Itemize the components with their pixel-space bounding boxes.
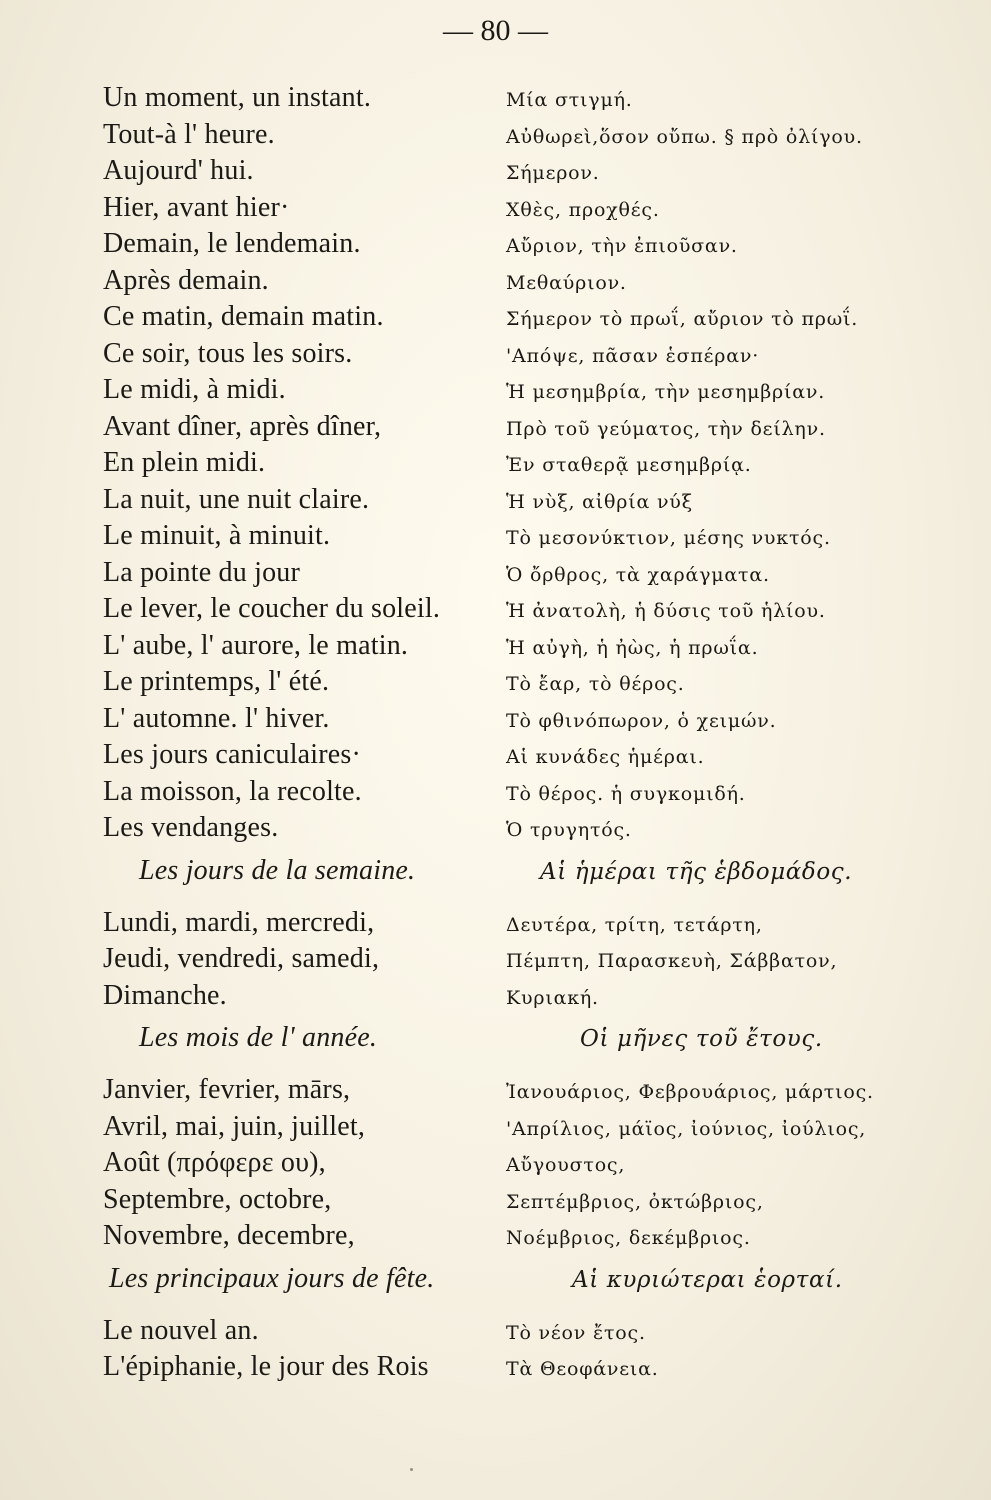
french-term: En plein midi. (103, 447, 266, 478)
time-vocabulary-list (103, 82, 933, 849)
greek-term: Χθὲς, προχθές. (506, 198, 660, 221)
french-heading: Les jours de la semaine. (139, 854, 416, 886)
french-term: Le printemps, l' été. (103, 666, 330, 697)
french-term: Les jours caniculaires· (103, 739, 362, 770)
french-term: Le lever, le coucher du soleil. (103, 593, 441, 624)
french-term: L' automne. l' hiver. (103, 702, 330, 734)
greek-term: Νοέμβριος, δεκέμβριος. (506, 1227, 751, 1249)
section-heading (103, 1022, 933, 1074)
french-term: Août (πρόφερε ου), (103, 1147, 326, 1178)
vocab-row (103, 301, 933, 338)
vocab-row (103, 907, 933, 944)
french-term: Septembre, octobre, (103, 1183, 332, 1215)
french-heading: Les mois de l' année. (139, 1022, 378, 1053)
vocab-row (103, 155, 933, 192)
vocab-row (103, 1074, 933, 1111)
vocab-row (103, 1184, 933, 1221)
french-term: L'épiphanie, le jour des Rois (103, 1351, 429, 1382)
greek-heading: Οἱ μῆνες τοῦ ἔτους. (580, 1026, 823, 1052)
french-term: Ce soir, tous les soirs. (103, 337, 353, 369)
greek-term: Τὸ ἔαρ, τὸ θέρος. (506, 673, 685, 695)
french-term: Un moment, un instant. (103, 82, 372, 113)
greek-term: Σήμερον. (506, 162, 600, 184)
vocabulary-columns (103, 82, 933, 1388)
french-term: La moisson, la recolte. (103, 775, 362, 807)
vocab-row (103, 1351, 933, 1388)
greek-term: Τὸ νέον ἔτος. (506, 1321, 646, 1344)
page-number: — 80 — (443, 14, 548, 47)
greek-term: Τὸ φθινόπωρον, ὁ χειμών. (506, 709, 777, 732)
vocab-row (103, 943, 933, 980)
greek-term: Δευτέρα, τρίτη, τετάρτη, (506, 913, 763, 936)
months-section (103, 1022, 933, 1257)
vocab-row (103, 484, 933, 521)
greek-term: Αὔγουστος, (506, 1154, 626, 1176)
greek-term: Ἐν σταθερᾷ μεσημβρίᾳ. (506, 454, 752, 476)
vocab-row (103, 666, 933, 703)
greek-term: Κυριακή. (506, 986, 599, 1009)
section-heading (103, 855, 933, 907)
greek-term: Ὁ τρυγητός. (506, 819, 632, 841)
french-term: Tout-à l' heure. (103, 118, 275, 150)
greek-term: Αὔριον, τὴν ἐπιοῦσαν. (506, 235, 738, 257)
greek-term: Πρὸ τοῦ γεύματος, τὴν δείλην. (506, 417, 826, 440)
greek-term: Σήμερον τὸ πρωΐ, αὔριον τὸ πρωΐ. (506, 308, 859, 330)
vocab-row (103, 739, 933, 776)
vocab-row (103, 1315, 933, 1352)
french-term: Jeudi, vendredi, samedi, (103, 943, 380, 974)
vocab-row (103, 119, 933, 156)
french-term: Janvier, fevrier, mārs, (103, 1074, 351, 1105)
greek-term: Αἱ κυνάδες ἡμέραι. (506, 746, 705, 768)
vocab-row (103, 557, 933, 594)
greek-term: Τὰ Θεοφάνεια. (506, 1358, 659, 1380)
vocab-row (103, 703, 933, 740)
french-term: Ce matin, demain matin. (103, 301, 384, 332)
greek-term: Αὐθωρεὶ,ὅσον οὔπω. § πρὸ ὀλίγου. (506, 125, 863, 148)
french-term: Aujourd' hui. (103, 155, 254, 186)
vocab-row (103, 520, 933, 557)
french-term: La nuit, une nuit claire. (103, 483, 370, 515)
greek-term: Ἡ ἀνατολὴ, ἡ δύσις τοῦ ἡλίου. (506, 600, 826, 622)
french-term: La pointe du jour (103, 556, 301, 588)
greek-heading: Αἱ κυριώτεραι ἑορταί. (572, 1266, 843, 1293)
vocab-row (103, 980, 933, 1017)
days-of-week-section (103, 855, 933, 1017)
french-term: Le minuit, à minuit. (103, 520, 331, 551)
vocab-row (103, 776, 933, 813)
vocab-row (103, 374, 933, 411)
greek-term: 'Απόψε, πᾶσαν ἑσπέραν· (506, 344, 760, 367)
french-term: Après demain. (103, 264, 269, 296)
french-term: L' aube, l' aurore, le matin. (103, 629, 409, 661)
greek-term: Σεπτέμβριος, ὀκτώβριος, (506, 1190, 764, 1213)
vocab-row (103, 630, 933, 667)
french-term: Les vendanges. (103, 812, 279, 843)
vocab-row (103, 338, 933, 375)
french-term: Avant dîner, après dîner, (103, 410, 382, 442)
greek-term: Ὁ ὄρθρος, τὰ χαράγματα. (506, 563, 770, 586)
greek-term: Τὸ μεσονύκτιον, μέσης νυκτός. (506, 527, 831, 549)
vocab-row (103, 1220, 933, 1257)
greek-term: Μεθαύριον. (506, 271, 627, 294)
vocab-row (103, 265, 933, 302)
greek-term: Πέμπτη, Παρασκευὴ, Σάββατον, (506, 950, 838, 972)
french-term: Dimanche. (103, 979, 227, 1011)
french-term: Le midi, à midi. (103, 374, 286, 405)
vocab-row (103, 228, 933, 265)
greek-term: Τὸ θέρος. ἡ συγκομιδή. (506, 782, 746, 805)
vocab-row (103, 812, 933, 849)
feast-days-section (103, 1263, 933, 1388)
french-term: Lundi, mardi, mercredi, (103, 906, 375, 938)
paper-speck (410, 1468, 413, 1471)
vocab-row (103, 1147, 933, 1184)
vocab-row (103, 593, 933, 630)
greek-heading: Αἱ ἡμέραι τῆς ἑβδομάδος. (540, 858, 853, 885)
french-term: Le nouvel an. (103, 1314, 259, 1346)
greek-term: Ἰανουάριος, Φεβρουάριος, μάρτιος. (506, 1081, 874, 1103)
french-term: Novembre, decembre, (103, 1220, 355, 1251)
vocab-row (103, 411, 933, 448)
vocab-row (103, 447, 933, 484)
greek-term: Ἡ αὐγὴ, ἡ ἠὼς, ἡ πρωΐα. (506, 636, 759, 659)
section-heading (103, 1263, 933, 1315)
french-term: Avril, mai, juin, juillet, (103, 1110, 366, 1142)
vocab-row (103, 82, 933, 119)
french-term: Hier, avant hier· (103, 191, 290, 223)
french-term: Demain, le lendemain. (103, 228, 361, 259)
vocab-row (103, 192, 933, 229)
vocab-row (103, 1111, 933, 1148)
greek-term: Ἡ νὺξ, αἰθρία νύξ (506, 490, 693, 513)
greek-term: Μία στιγμή. (506, 89, 633, 111)
greek-term: Ἡ μεσημβρία, τὴν μεσημβρίαν. (506, 381, 826, 403)
greek-term: 'Απρίλιος, μάϊος, ἰούνιος, ἰούλιος, (506, 1117, 867, 1140)
french-heading: Les principaux jours de fête. (109, 1262, 435, 1294)
